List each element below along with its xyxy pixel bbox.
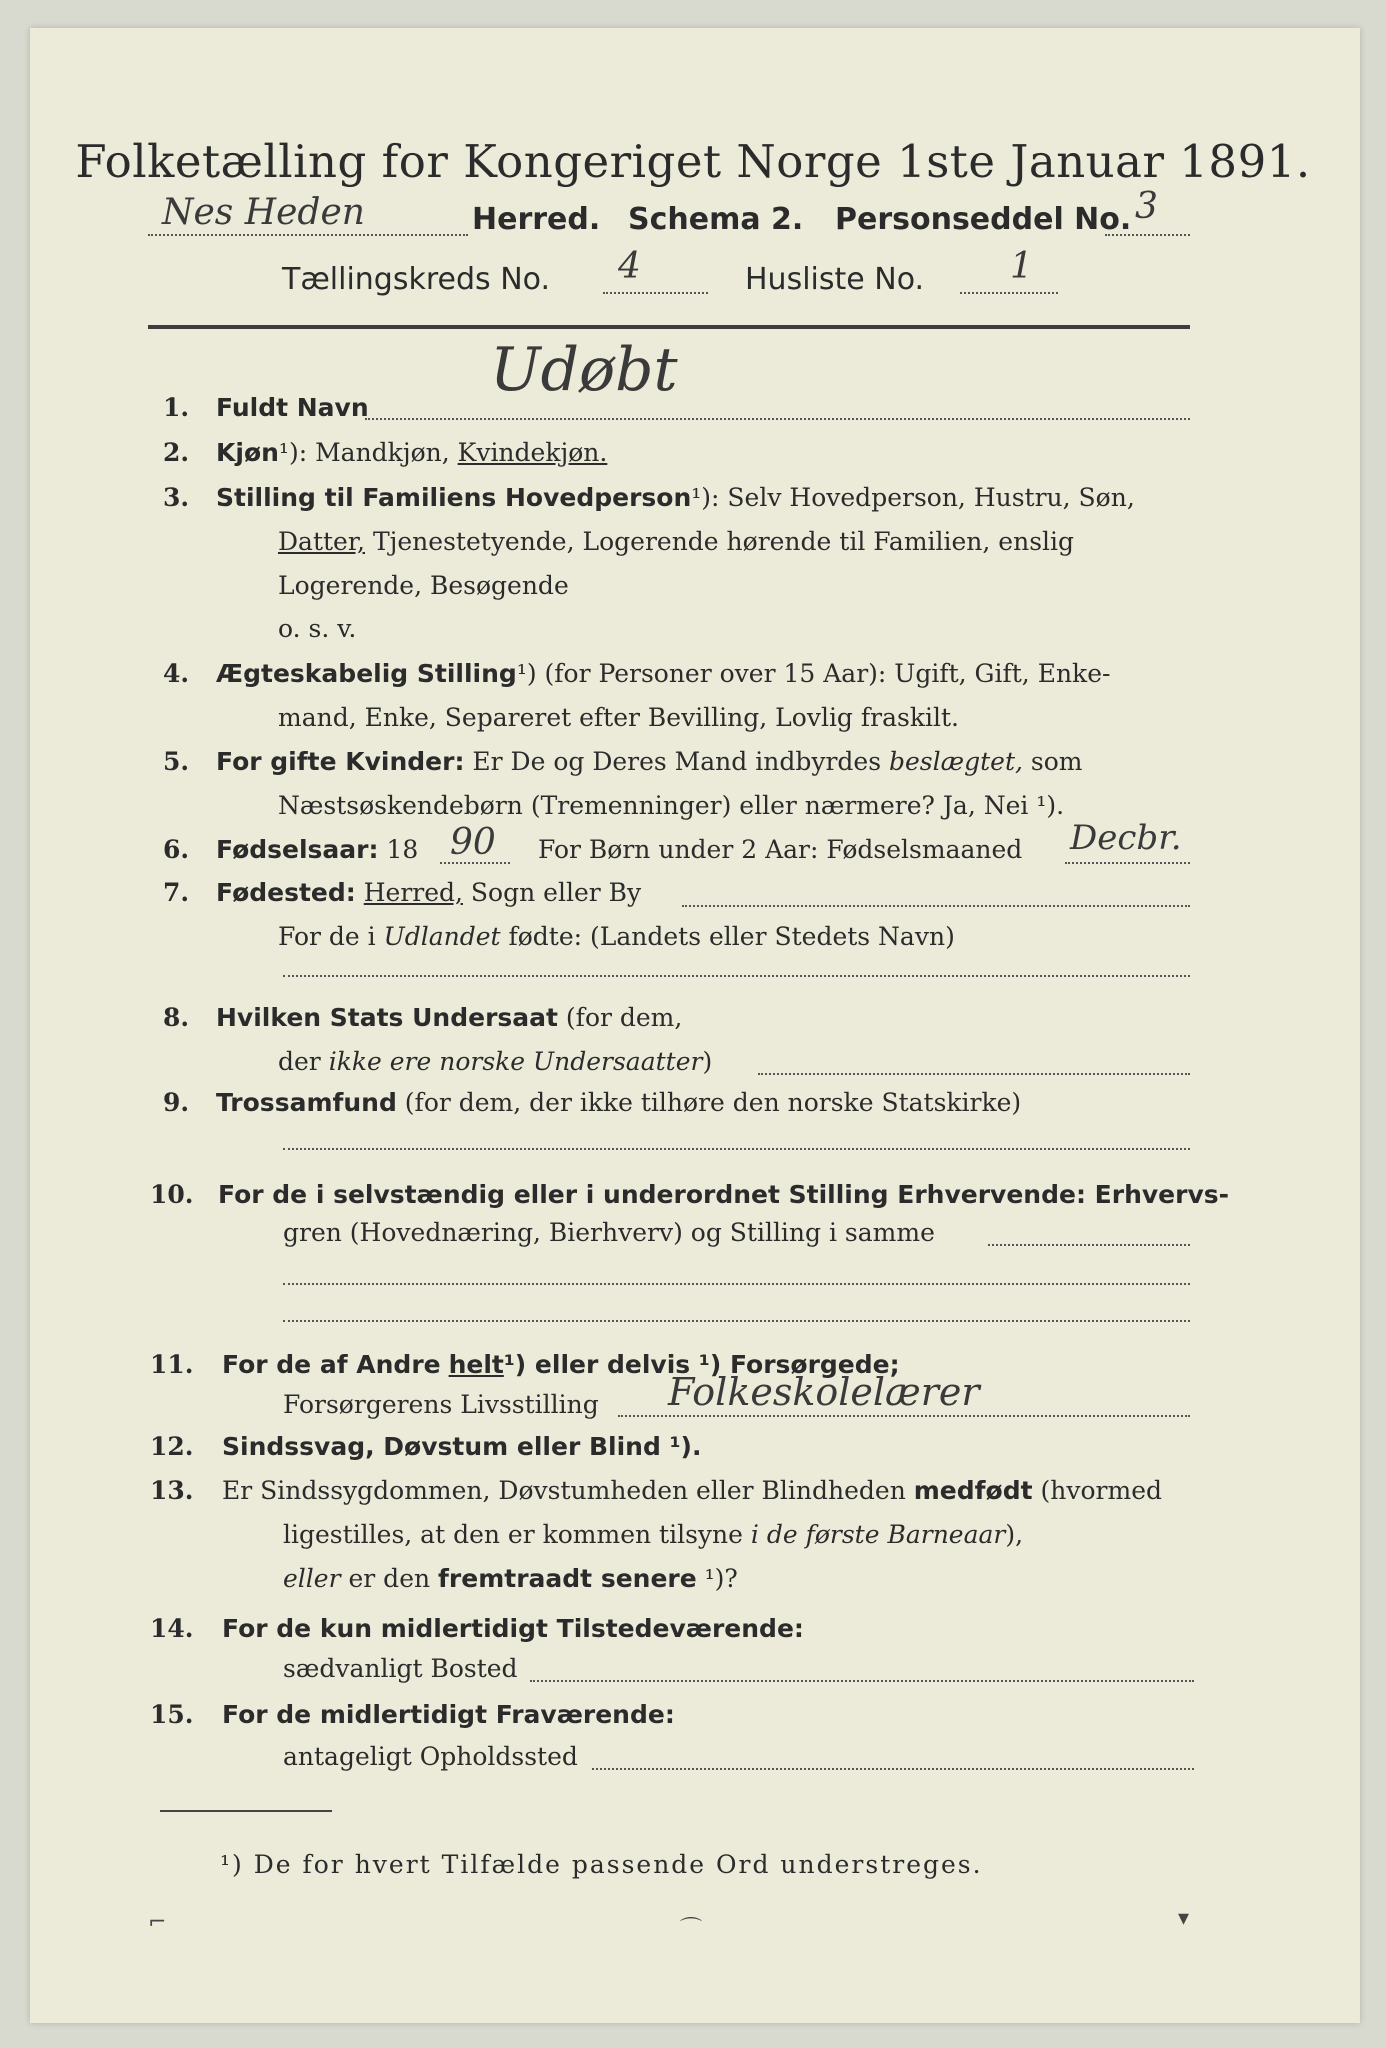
field-6-month-dotted-line [1065,862,1190,864]
field-5-text-1a: Er De og Deres Mand indbyrdes [464,747,889,776]
field-9-text: (for dem, der ikke tilhøre den norske Statskirke) [396,1088,1022,1117]
field-4-number: 4. [163,659,190,688]
field-6-year-dotted-line [440,862,510,864]
field-6-line [216,835,418,865]
field-8-text-2b: ikke ere norske Undersaatter [328,1047,703,1076]
field-5-label: For gifte Kvinder: [216,747,465,776]
field-6-label: Fødselsaar: [216,835,379,864]
field-8-text-2c: ) [702,1047,713,1076]
field-8-text-2a: der [278,1047,329,1076]
field-1-label: Fuldt Navn [216,393,369,422]
husliste-label: Husliste No. [745,262,925,297]
field-13-text-2c: ), [1005,1520,1024,1549]
field-3-line-4: o. s. v. [278,614,357,643]
field-4-label: Ægteskabelig Stilling [216,659,517,688]
field-3-text-1: ¹): Selv Hovedperson, Hustru, Søn, [691,483,1135,512]
field-5-text-1c: som [1022,747,1083,776]
field-3-number: 3. [163,483,190,512]
field-8-line-2 [278,1047,712,1077]
field-14-number: 14. [150,1614,194,1643]
footnote: ¹) De for hvert Tilfælde passende Ord understreges. [220,1850,983,1879]
field-1-dotted-line [365,418,1190,420]
field-1-handwritten-value: Udøbt [490,335,678,405]
footnote-rule [160,1810,332,1812]
field-10-dotted-line-1 [988,1244,1190,1246]
herred-label: Herred. [472,202,601,237]
form-title: Folketælling for Kongeriget Norge 1ste Januar 1891. [75,135,1311,188]
field-13-text-3c: fremtraadt senere [438,1564,697,1593]
field-11-text-1: ¹) eller delvis ¹) Forsørgede; [503,1350,900,1379]
field-2-option-female: Kvindekjøn. [457,438,608,467]
field-10-line-1 [218,1180,1229,1210]
field-4-line-1 [216,659,1110,689]
field-2-number: 2. [163,438,190,467]
field-14-line-2: sædvanligt Bosted [283,1654,518,1683]
field-13-text-2a: ligestilles, at den er kommen tilsyne [283,1520,751,1549]
field-13-line-3 [283,1564,738,1594]
field-11-number: 11. [150,1350,194,1379]
field-5-line-1 [216,747,1083,777]
tellingskreds-label: Tællingskreds No. [282,262,550,297]
field-3-line-2 [278,527,1074,557]
field-10-line-2: gren (Hovednæring, Bierhverv) og Stilling i samme [283,1218,935,1247]
field-13-line-2 [283,1520,1023,1550]
field-14-dotted-line [530,1680,1194,1682]
field-7-dotted-line-2 [283,975,1190,977]
field-3-label: Stilling til Familiens Hovedperson [216,483,692,512]
header-rule [148,325,1190,329]
husliste-dotted-line [960,292,1058,294]
field-3-line-3: Logerende, Besøgende [278,571,569,600]
registration-mark-right: ▾ [1178,1906,1190,1931]
field-7-label: Fødested: [216,878,356,907]
field-7-text-2b: Udlandet [383,922,501,951]
field-13-text-1b: medfødt [913,1476,1033,1505]
field-5-line-2: Næstsøskendebørn (Tremenninger) eller nærmere? Ja, Nei ¹). [278,791,1065,820]
field-8-text-1: (for dem, [557,1003,683,1032]
field-9-number: 9. [163,1088,190,1117]
field-13-text-3a: eller [283,1564,341,1593]
field-15-label: For de midlertidigt Fraværende: [222,1700,675,1729]
personseddel-label: Personseddel No. [835,202,1132,237]
field-8-label: Hvilken Stats Undersaat [216,1003,558,1032]
field-7-dotted-line-1 [682,905,1190,907]
field-3-option-datter: Datter, [278,527,365,556]
field-11-handwritten-value: Folkeskolelærer [668,1370,980,1414]
field-14-label: For de kun midlertidigt Tilstedeværende: [222,1614,804,1643]
field-7-option-herred: Herred, [363,878,463,907]
field-6-handwritten-year: 90 [450,822,496,863]
field-13-text-1a: Er Sindssygdommen, Døvstumheden eller Blindheden [222,1476,914,1505]
field-2-label: Kjøn [216,438,279,467]
field-2-line [216,438,607,468]
field-2-sup: ¹): [278,438,308,467]
field-13-text-3d: ¹)? [696,1564,738,1593]
field-12-label: Sindssvag, Døvstum eller Blind ¹). [222,1432,702,1461]
field-3-line-1 [216,483,1135,513]
herred-dotted-line [148,234,468,236]
herred-handwritten-value: Nes Heden [162,192,365,233]
personseddel-dotted-line [1105,234,1190,236]
field-10-dotted-line-2 [283,1283,1190,1285]
field-11-label: For de af Andre [222,1350,441,1379]
field-6-number: 6. [163,835,190,864]
field-8-number: 8. [163,1003,190,1032]
field-10-number: 10. [150,1180,194,1209]
registration-mark-center: ⌒ [680,1917,703,1942]
field-8-dotted-line [758,1073,1190,1075]
field-9-label: Trossamfund [216,1088,397,1117]
field-6-year-prefix: 18 [386,835,419,864]
field-15-number: 15. [150,1700,194,1729]
tellingskreds-dotted-line [603,292,708,294]
field-2-option-male: Mandkjøn, [315,438,450,467]
field-10-dotted-line-3 [283,1320,1190,1322]
field-11-line-2: Forsørgerens Livsstilling [283,1390,599,1419]
field-6-handwritten-month: Decbr. [1070,818,1182,858]
field-7-line-1 [216,878,641,908]
field-5-text-1b: beslægtet, [889,747,1023,776]
field-8-line-1 [216,1003,682,1033]
field-9-dotted-line [283,1148,1190,1150]
field-1-number: 1. [163,393,190,422]
field-13-number: 13. [150,1476,194,1505]
field-7-text-2a: For de i [278,922,384,951]
field-4-text-1: ¹) (for Personer over 15 Aar): Ugift, Gift, Enke- [516,659,1111,688]
field-7-number: 7. [163,878,190,907]
husliste-handwritten-value: 1 [1010,246,1033,287]
field-13-line-1 [222,1476,1162,1506]
field-4-line-2: mand, Enke, Separeret efter Bevilling, Lovlig fraskilt. [278,703,959,732]
field-10-text-1: Erhvervs- [1085,1180,1229,1209]
schema-label: Schema 2. [628,202,804,237]
field-9-line [216,1088,1021,1118]
field-13-text-3b: er den [340,1564,439,1593]
field-3-text-2: Tjenestetyende, Logerende hørende til Familien, enslig [365,527,1075,556]
field-13-text-1c: (hvormed [1032,1476,1162,1505]
field-15-dotted-line [592,1768,1194,1770]
field-7-text-2c: fødte: (Landets eller Stedets Navn) [500,922,955,951]
field-7-text-1: Sogn eller By [462,878,642,907]
field-7-line-2 [278,922,955,952]
field-10-label: For de i selvstændig eller i underordnet Stilling Erhvervende: [218,1180,1086,1209]
field-6-month-label: For Børn under 2 Aar: Fødselsmaaned [538,835,1023,864]
registration-mark-left: ⌐ [148,1910,167,1935]
field-12-number: 12. [150,1432,194,1461]
field-11-option-helt: helt [448,1350,504,1379]
personseddel-handwritten-value: 3 [1135,186,1158,227]
field-13-text-2b: i de første Barneaar [750,1520,1006,1549]
tellingskreds-handwritten-value: 4 [618,246,641,287]
field-5-number: 5. [163,747,190,776]
field-15-line-2: antageligt Opholdssted [283,1742,578,1771]
field-11-dotted-line [618,1415,1190,1417]
